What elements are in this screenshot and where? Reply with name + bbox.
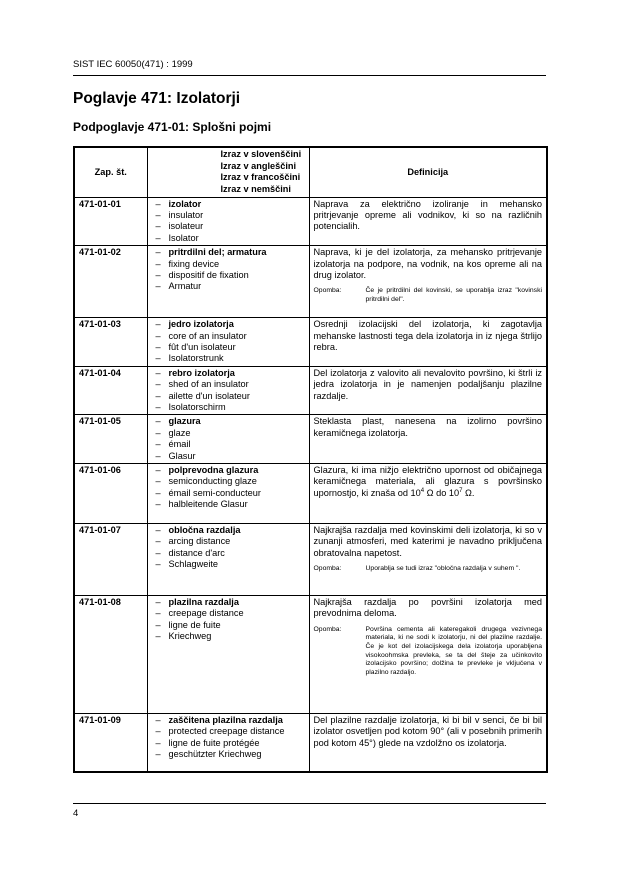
definition-note	[314, 565, 543, 574]
term-translation	[152, 428, 305, 439]
term-translation	[152, 210, 305, 221]
term-definition-cell	[309, 318, 547, 367]
page-number: 4	[73, 808, 79, 819]
table-row	[74, 415, 547, 464]
dash-bullet: –	[155, 737, 161, 748]
term-translation	[152, 726, 305, 737]
dash-bullet: –	[155, 209, 161, 220]
term-slovene	[152, 319, 305, 330]
term-text: Glasur	[168, 450, 196, 461]
exponent: 7	[459, 487, 463, 494]
term-text: dispositif de fixation	[168, 269, 249, 280]
term-number: 471-01-05	[74, 415, 147, 464]
dash-bullet: –	[155, 258, 161, 269]
table-header-row	[74, 147, 547, 197]
definition-note	[314, 626, 543, 678]
term-definition-cell	[309, 366, 547, 415]
table-row	[74, 596, 547, 714]
term-text: Schlagweite	[168, 559, 219, 570]
chapter-title: Poglavje 471: Izolatorji	[73, 90, 241, 107]
term-text: obločna razdalja	[168, 525, 241, 535]
term-translation	[152, 499, 305, 510]
dash-bullet: –	[155, 319, 161, 330]
dash-bullet: –	[155, 281, 161, 292]
term-text: distance d'arc	[168, 547, 225, 558]
dash-bullet: –	[155, 559, 161, 570]
dash-bullet: –	[155, 353, 161, 364]
term-list	[147, 714, 309, 772]
dash-bullet: –	[155, 439, 161, 450]
term-text: zaščitena plazilna razdalja	[168, 715, 283, 725]
definition-fragment: Ω do 10	[424, 487, 460, 498]
term-text: core of an insulator	[168, 330, 247, 341]
term-translation	[152, 738, 305, 749]
dash-bullet: –	[155, 269, 161, 280]
dash-bullet: –	[155, 465, 161, 475]
table-row	[74, 714, 547, 772]
term-translation	[152, 439, 305, 450]
dash-bullet: –	[155, 232, 161, 243]
term-translation	[152, 233, 305, 244]
term-definition-cell	[309, 464, 547, 524]
terms-table	[73, 146, 548, 773]
col-header-term-en: Izraz v angleščini	[220, 160, 297, 171]
term-text: isolateur	[168, 221, 204, 232]
term-text: ligne de fuite protégée	[168, 737, 260, 748]
term-definition-cell	[309, 246, 547, 318]
term-definition: Osrednji izolacijski del izolatorja, ki zagotavlja mehanske lastnosti tega dela izolatorja in iz njega štrlijo rebra.	[313, 319, 542, 352]
term-number: 471-01-07	[74, 524, 147, 596]
term-text: Kriechweg	[168, 631, 212, 642]
note-text: Površina cementa ali kateregakoli drugega vezivnega materiala, ki ne sodi k izolatorju, ni del plazilne razdalje. Če je kot del izolacijskega dela izolatorja uporabljena visokoohmska prevleka, se ta del šteje za učinkovito izolacijsko površino; dolžina te prevleke je vključena v plazilno razdaljo.	[365, 625, 542, 676]
note-text: Če je pritrdilni del kovinski, se uporablja izraz "kovinski pritrdilni del".	[365, 287, 542, 303]
term-number: 471-01-04	[74, 366, 147, 415]
term-slovene	[152, 715, 305, 726]
table-row	[74, 524, 547, 596]
term-translation	[152, 259, 305, 270]
term-translation	[152, 559, 305, 570]
term-text: jedro izolatorja	[168, 319, 234, 330]
col-header-term-fr: Izraz v francoščini	[220, 172, 301, 183]
note-label: Opomba:	[313, 565, 342, 573]
term-text: Armatur	[168, 281, 202, 292]
term-text: Isolator	[168, 232, 199, 243]
dash-bullet: –	[155, 499, 161, 510]
dash-bullet: –	[155, 487, 161, 498]
term-text: glaze	[168, 427, 191, 438]
dash-bullet: –	[155, 379, 161, 390]
dash-bullet: –	[155, 247, 161, 258]
table-row	[74, 318, 547, 367]
term-definition: Najkrajša razdalja po površini izolatorja med prevodnima deloma.	[313, 597, 542, 619]
term-translation	[152, 270, 305, 281]
term-list	[147, 596, 309, 714]
term-slovene	[152, 597, 305, 608]
dash-bullet: –	[155, 749, 161, 760]
term-definition-cell	[309, 714, 547, 772]
table-row	[74, 464, 547, 524]
term-slovene	[152, 525, 305, 536]
term-definition: Naprava, ki je del izolatorja, za mehansko pritrjevanje izolatorja na podpore, na vodnik, na kos opreme ali na drug izolator.	[313, 247, 542, 280]
dash-bullet: –	[155, 416, 161, 427]
dash-bullet: –	[155, 536, 161, 547]
table-row	[74, 197, 547, 246]
note-label: Opomba:	[313, 287, 342, 295]
term-number: 471-01-06	[74, 464, 147, 524]
term-definition: Del plazilne razdalje izolatorja, ki bi bil v senci, če bi bil izolator osvetljen pod kotom 90° (ali v posebnih primerih pod kotom 45°) glede na vzdolžno os izolatorja.	[313, 715, 542, 748]
dash-bullet: –	[155, 597, 161, 607]
term-number: 471-01-03	[74, 318, 147, 367]
dash-bullet: –	[155, 476, 161, 487]
header-standard-id: SIST IEC 60050(471) : 1999	[73, 59, 193, 70]
dash-bullet: –	[155, 341, 161, 352]
dash-bullet: –	[155, 525, 161, 535]
term-text: émail	[168, 439, 191, 450]
term-text: fixing device	[168, 258, 220, 269]
definition-fragment: Glazura, ki ima nižjo električno upornost od običajnega keramičnega materiala, ali glazura s površinsko upornostjo, ki znaša od 10	[313, 465, 542, 498]
term-text: geschützter Kriechweg	[168, 749, 262, 760]
definition-fragment: Ω.	[462, 487, 475, 498]
term-number: 471-01-09	[74, 714, 147, 772]
term-list	[147, 464, 309, 524]
term-definition: Najkrajša razdalja med kovinskimi deli izolatorja, ki so v zunanji atmosferi, med katerimi je navadno priključena obratovalna napetost.	[313, 525, 542, 558]
term-translation	[152, 451, 305, 462]
term-slovene	[152, 199, 305, 210]
definition-note	[314, 287, 543, 304]
term-definition	[314, 465, 543, 499]
term-translation	[152, 391, 305, 402]
col-header-term-de: Izraz v nemščini	[220, 183, 291, 194]
term-translation	[152, 353, 305, 364]
term-translation	[152, 488, 305, 499]
term-text: ligne de fuite	[168, 619, 221, 630]
dash-bullet: –	[155, 401, 161, 412]
term-translation	[152, 476, 305, 487]
term-text: ailette d'un isolateur	[168, 390, 250, 401]
term-translation	[152, 620, 305, 631]
term-text: izolator	[168, 198, 202, 209]
dash-bullet: –	[155, 726, 161, 737]
term-text: semiconducting glaze	[168, 476, 257, 487]
section-title: Podpoglavje 471-01: Splošni pojmi	[73, 120, 272, 134]
term-text: pritrdilni del; armatura	[168, 247, 267, 258]
dash-bullet: –	[155, 367, 161, 378]
term-definition: Naprava za električno izoliranje in mehansko pritrjevanje opreme ali vodnikov, ki so na različnih potencialih.	[313, 198, 542, 232]
term-translation	[152, 221, 305, 232]
col-header-definition: Definicija	[309, 147, 547, 197]
exponent: 4	[420, 487, 425, 494]
dash-bullet: –	[155, 619, 161, 630]
dash-bullet: –	[155, 715, 161, 725]
term-translation	[152, 402, 305, 413]
term-list	[147, 415, 309, 464]
term-number: 471-01-02	[74, 246, 147, 318]
term-text: arcing distance	[168, 536, 231, 547]
term-text: halbleitende Glasur	[168, 499, 248, 510]
term-list	[147, 524, 309, 596]
term-text: polprevodna glazura	[168, 465, 259, 475]
table-row	[74, 246, 547, 318]
term-list	[147, 366, 309, 415]
term-number: 471-01-08	[74, 596, 147, 714]
dash-bullet: –	[155, 198, 161, 209]
term-text: shed of an insulator	[168, 379, 249, 390]
header-divider	[73, 75, 546, 76]
dash-bullet: –	[155, 390, 161, 401]
dash-bullet: –	[155, 631, 161, 642]
dash-bullet: –	[155, 221, 161, 232]
term-number: 471-01-01	[74, 197, 147, 246]
col-header-term-sl: Izraz v slovenščini	[220, 149, 302, 160]
footer-divider	[73, 803, 546, 804]
term-definition: Steklasta plast, nanesena na izolirno površino keramičnega izolatorja.	[313, 416, 542, 438]
term-translation	[152, 379, 305, 390]
term-definition: Del izolatorja z valovito ali nevalovito površino, ki štrli iz jedra izolatorja in je namenjen podaljšanju plazilne razdalje.	[313, 367, 542, 401]
term-definition-cell	[309, 197, 547, 246]
term-text: Isolatorstrunk	[168, 353, 224, 364]
term-list	[147, 197, 309, 246]
term-translation	[152, 342, 305, 353]
term-definition-cell	[309, 596, 547, 714]
term-definition-cell	[309, 415, 547, 464]
term-text: creepage distance	[168, 608, 244, 619]
table-body	[74, 197, 547, 772]
note-text: Uporablja se tudi izraz "obločna razdalja v suhem ".	[365, 565, 521, 573]
term-text: plazilna razdalja	[168, 597, 239, 607]
term-definition-cell	[309, 524, 547, 596]
term-text: insulator	[168, 209, 204, 220]
term-text: Isolatorschirm	[168, 401, 226, 412]
term-translation	[152, 331, 305, 342]
dash-bullet: –	[155, 330, 161, 341]
term-translation	[152, 281, 305, 292]
term-slovene	[152, 247, 305, 258]
term-translation	[152, 631, 305, 642]
term-slovene	[152, 465, 305, 476]
term-list	[147, 318, 309, 367]
term-translation	[152, 548, 305, 559]
dash-bullet: –	[155, 547, 161, 558]
term-translation	[152, 536, 305, 547]
dash-bullet: –	[155, 608, 161, 619]
term-list	[147, 246, 309, 318]
term-text: fût d'un isolateur	[168, 341, 236, 352]
term-text: rebro izolatorja	[168, 367, 235, 378]
col-header-terms	[147, 147, 309, 197]
col-header-number: Zap. št.	[74, 147, 147, 197]
dash-bullet: –	[155, 450, 161, 461]
term-text: glazura	[168, 416, 201, 427]
dash-bullet: –	[155, 427, 161, 438]
table-row	[74, 366, 547, 415]
term-translation	[152, 749, 305, 760]
term-text: protected creepage distance	[168, 726, 285, 737]
term-translation	[152, 608, 305, 619]
term-slovene	[152, 416, 305, 427]
term-text: émail semi-conducteur	[168, 487, 261, 498]
term-slovene	[152, 368, 305, 379]
note-label: Opomba:	[313, 625, 342, 633]
